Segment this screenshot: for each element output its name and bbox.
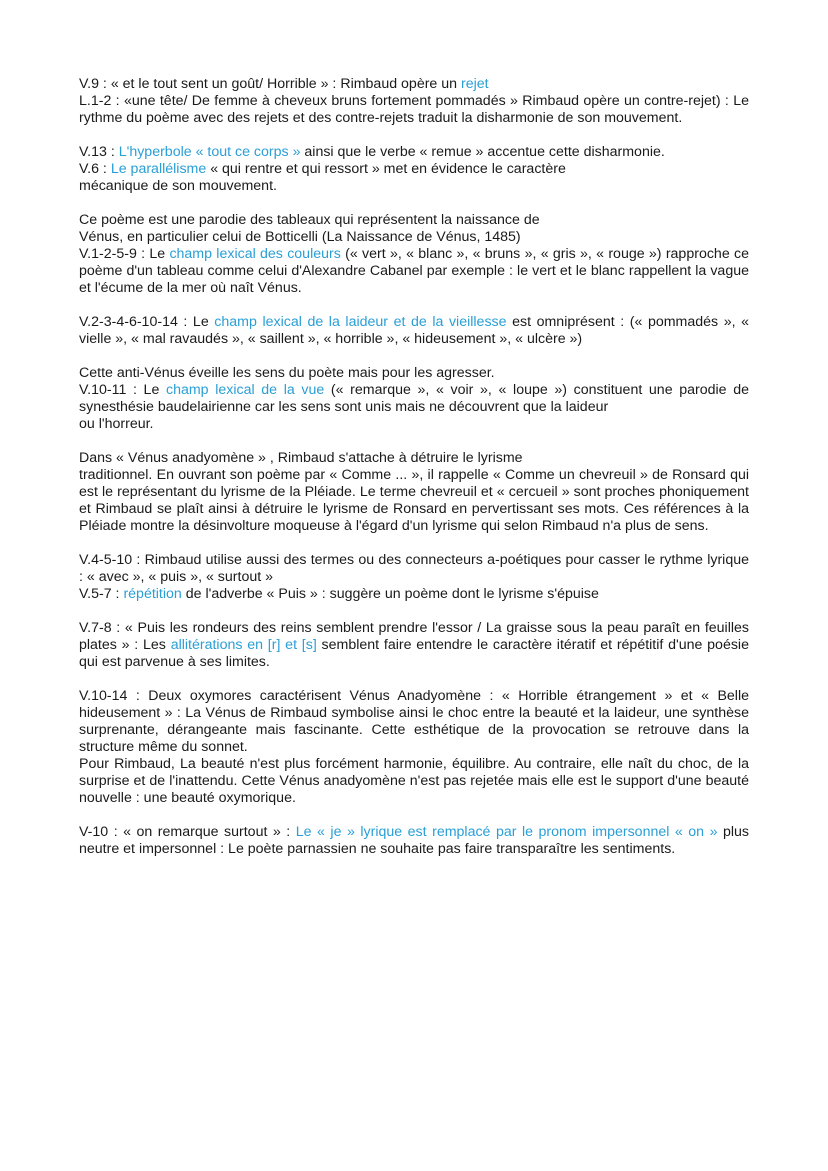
text-segment: de l'adverbe « Puis » : suggère un poème dont le lyrisme s'épuise (181, 586, 599, 602)
paragraph (79, 212, 749, 297)
text-segment: V.13 : (79, 144, 119, 160)
highlighted-term: L'hyperbole « tout ce corps » (118, 144, 301, 160)
highlighted-term: allitérations en [r] et [s] (170, 637, 317, 653)
text-line (79, 161, 749, 178)
text-segment: Ce poème est une parodie des tableaux qui représentent la naissance de (79, 212, 540, 228)
text-line (79, 467, 749, 535)
text-line (79, 586, 749, 603)
text-segment: V.6 : (79, 161, 111, 177)
text-line (79, 824, 749, 858)
text-segment: (« remarque », « voir », « loupe ») constituent une parodie de synesthésie baudelairienne car les sens sont unis mais ne découvrent que la laideur (79, 382, 749, 415)
text-segment: plus neutre et impersonnel : Le poète parnassien ne souhaite pas faire transparaître les sentiments. (79, 824, 749, 857)
text-segment: V-10 : « on remarque surtout » : (79, 824, 296, 840)
paragraph (79, 314, 749, 348)
highlighted-term: champ lexical de la vue (165, 382, 325, 398)
text-segment: L.1-2 : «une tête/ De femme à cheveux bruns fortement pommadés » Rimbaud opère un contre-rejet) : Le rythme du poème avec des rejets et des contre-rejets traduit la disharmonie de son mouvement. (79, 93, 749, 126)
text-segment: V.2-3-4-6-10-14 : Le (79, 314, 215, 330)
text-segment: ou l'horreur. (79, 416, 154, 432)
text-line (79, 93, 749, 127)
highlighted-term: Le parallélisme (110, 161, 207, 177)
text-segment: ainsi que le verbe « remue » accentue cette disharmonie. (300, 144, 665, 160)
text-line (79, 620, 749, 671)
text-segment: Cette anti-Vénus éveille les sens du poète mais pour les agresser. (79, 365, 495, 381)
text-line (79, 688, 749, 756)
paragraph (79, 620, 749, 671)
text-segment: V.10-11 : Le (79, 382, 166, 398)
document-body (79, 76, 749, 875)
text-segment: « qui rentre et qui ressort » met en évidence le caractère (206, 161, 566, 177)
paragraph (79, 824, 749, 858)
text-segment: V.9 : « et le tout sent un goût/ Horrible » : Rimbaud opère un (79, 76, 461, 92)
paragraph (79, 450, 749, 535)
highlighted-term: champ lexical de la laideur et de la vieillesse (214, 314, 507, 330)
text-segment: V.7-8 : « Puis les rondeurs des reins semblent prendre l'essor / La graisse sous la peau paraît en feuilles plates » : Les (79, 620, 749, 653)
text-segment: traditionnel. En ouvrant son poème par « Comme ... », il rappelle « Comme un chevreuil » de Ronsard qui est le représentant du lyrisme de la Pléiade. Le terme chevreuil et « cercueil » sont proches phoniquement et Rimbaud se plaît ainsi à détruire le lyrisme de Ronsard en pervertissant ses mots. Ces références à la Pléiade montre la désinvolture moqueuse à l'égard d'un lyrisme qui selon Rimbaud n'a plus de sens. (79, 467, 749, 534)
paragraph (79, 76, 749, 127)
highlighted-term: rejet (461, 76, 489, 92)
paragraph (79, 144, 749, 195)
paragraph (79, 688, 749, 807)
text-segment: Dans « Vénus anadyomène » , Rimbaud s'attache à détruire le lyrisme (79, 450, 523, 466)
text-segment: (« vert », « blanc », « bruns », « gris », « rouge ») rapproche ce poème d'un tableau comme celui d'Alexandre Cabanel par exemple : le vert et le blanc rappellent la vague et l'écume de la mer où naît Vénus. (79, 246, 749, 296)
text-line (79, 365, 749, 382)
text-segment: est omniprésent : (« pommadés », « vielle », « mal ravaudés », « saillent », « horrible », « hideusement », « ulcère ») (79, 314, 750, 347)
text-line (79, 382, 749, 416)
text-line (79, 229, 749, 246)
text-line (79, 76, 749, 93)
text-segment: V.10-14 : Deux oxymores caractérisent Vénus Anadyomène : « Horrible étrangement » et « Belle hideusement » : La Vénus de Rimbaud symbolise ainsi le choc entre la beauté et la laideur, une synthèse surprenante, dérangeante mais fascinante. Cette esthétique de la provocation se retrouve dans la structure même du sonnet. (79, 688, 749, 755)
text-line (79, 756, 749, 807)
text-line (79, 552, 749, 586)
paragraph (79, 552, 749, 603)
text-segment: Pour Rimbaud, La beauté n'est plus forcément harmonie, équilibre. Au contraire, elle naît du choc, de la surprise et de l'inattendu. Cette Vénus anadyomène n'est pas rejetée mais elle est le support d'une beauté nouvelle : une beauté oxymorique. (79, 756, 749, 806)
highlighted-term: champ lexical des couleurs (169, 246, 341, 262)
text-line (79, 416, 749, 433)
highlighted-term: Le « je » lyrique est remplacé par le pronom impersonnel « on » (295, 824, 718, 840)
text-segment: V.1-2-5-9 : Le (79, 246, 170, 262)
text-line (79, 450, 749, 467)
text-line (79, 212, 749, 229)
text-segment: V.4-5-10 : Rimbaud utilise aussi des termes ou des connecteurs a-poétiques pour casser le rythme lyrique : « avec », « puis », « surtout » (79, 552, 749, 585)
text-segment: Vénus, en particulier celui de Botticelli (La Naissance de Vénus, 1485) (79, 229, 521, 245)
text-line (79, 178, 749, 195)
text-line (79, 314, 749, 348)
text-line (79, 246, 749, 297)
text-segment: semblent faire entendre le caractère itératif et répétitif d'une poésie qui est parvenue à ses limites. (79, 637, 749, 670)
paragraph (79, 365, 749, 433)
text-segment: V.5-7 : (79, 586, 124, 602)
text-line (79, 144, 749, 161)
text-segment: mécanique de son mouvement. (79, 178, 277, 194)
highlighted-term: répétition (123, 586, 182, 602)
